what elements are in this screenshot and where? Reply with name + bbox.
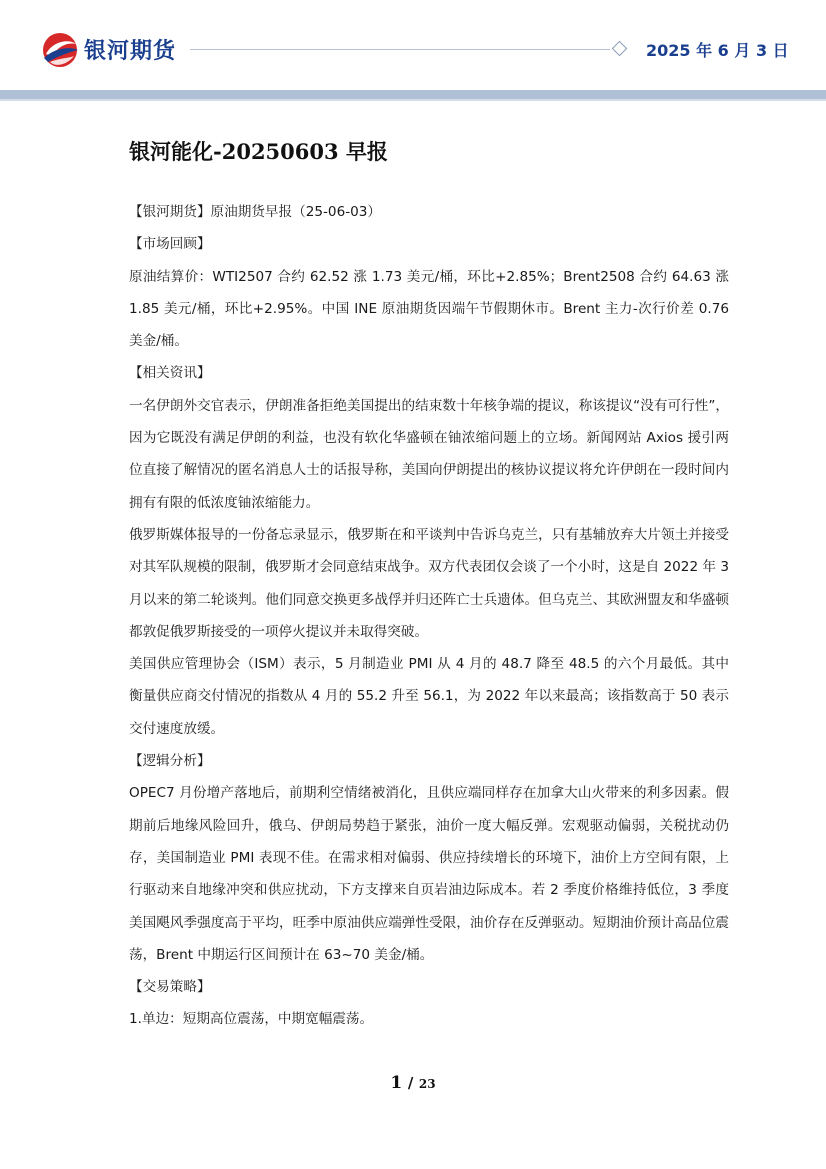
news-paragraph-russia: 俄罗斯媒体报导的一份备忘录显示，俄罗斯在和平谈判中告诉乌克兰，只有基辅放弃大片领土并接受对其军队规模的限制，俄罗斯才会同意结束战争。双方代表团仅会谈了一个小时，这是自 2022 年 3 月以来的第二轮谈判。他们同意交换更多战俘并归还阵亡士兵遗体。但乌克兰、其欧洲盟友和华盛顿都敦促俄罗斯接受的一项停火提议并未取得突破。 xyxy=(129,526,729,640)
header-band xyxy=(0,90,826,99)
report-body xyxy=(129,196,729,1036)
section-heading-logic: 【逻辑分析】 xyxy=(129,753,211,770)
header-divider xyxy=(190,49,610,50)
page-footer xyxy=(0,1073,826,1093)
section-heading-strategy: 【交易策略】 xyxy=(129,979,211,996)
section-heading-market-review: 【市场回顾】 xyxy=(129,236,211,253)
page-total: 23 xyxy=(418,1077,436,1091)
news-paragraph-iran: 一名伊朗外交官表示，伊朗准备拒绝美国提出的结束数十年核争端的提议，称该提议“没有可行性”，因为它既没有满足伊朗的利益，也没有软化华盛顿在铀浓缩问题上的立场。新闻网站 Axios 援引两位直接了解情况的匿名消息人士的话报导称，美国向伊朗提出的核协议提议将允许伊朗在一段时间内拥有有限的低浓度铀浓缩能力。 xyxy=(129,397,729,511)
diamond-icon xyxy=(612,41,628,57)
logic-analysis-paragraph: OPEC7 月份增产落地后，前期利空情绪被消化，且供应端同样存在加拿大山火带来的利多因素。假期前后地缘风险回升，俄乌、伊朗局势趋于紧张，油价一度大幅反弹。宏观驱动偏弱，关税扰动仍存，美国制造业 PMI 表现不佳。在需求相对偏弱、供应持续增长的环境下，油价上方空间有限，上行驱动来自地缘冲突和供应扰动，下方支撑来自页岩油边际成本。若 2 季度价格维持低位，3 季度美国飓风季强度高于平均，旺季中原油供应端弹性受限，油价存在反弹驱动。短期油价预计高品位震荡，Brent 中期运行区间预计在 63~70 美金/桶。 xyxy=(129,785,729,963)
page-number: 1 xyxy=(390,1073,403,1093)
header-date: 2025 年 6 月 3 日 xyxy=(646,41,789,60)
company-name: 银河期货 xyxy=(84,39,177,64)
page-header xyxy=(0,0,826,100)
page-separator: / xyxy=(407,1074,414,1092)
news-paragraph-ism: 美国供应管理协会（ISM）表示，5 月制造业 PMI 从 4 月的 48.7 降至 48.5 的六个月最低。其中衡量供应商交付情况的指数从 4 月的 55.2 升至 56.1，为 2022 年以来最高；该指数高于 50 表示交付速度放缓。 xyxy=(129,656,729,737)
strategy-item-single-side: 1.单边：短期高位震荡，中期宽幅震荡。 xyxy=(129,1011,374,1028)
header-band-shadow xyxy=(0,99,826,101)
section-heading-news: 【相关资讯】 xyxy=(129,365,211,382)
market-review-paragraph: 原油结算价：WTI2507 合约 62.52 涨 1.73 美元/桶，环比+2.85%；Brent2508 合约 64.63 涨 1.85 美元/桶，环比+2.95%。中国 INE 原油期货因端午节假期休市。Brent 主力-次行价差 0.76 美金/桶。 xyxy=(129,268,729,350)
report-title: 银河能化-20250603 早报 xyxy=(129,139,388,164)
report-source-line: 【银河期货】原油期货早报（25-06-03） xyxy=(129,204,382,220)
